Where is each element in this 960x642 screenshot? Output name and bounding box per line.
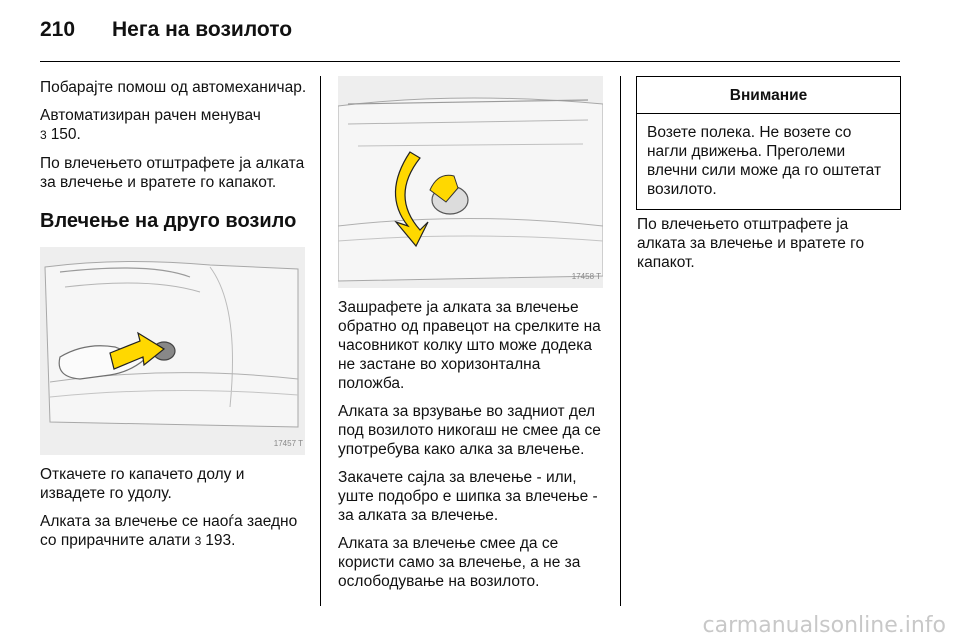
page-reference-icon: 3 xyxy=(40,128,47,142)
figure-remove-cover xyxy=(40,247,305,455)
paragraph-attach-rope: Закачете сајла за влечење - или, уште подобро е шипка за влечење - за алката за влечење. xyxy=(338,469,598,524)
figure-number: 17457 T xyxy=(273,439,303,448)
paragraph-screw-eye: Зашрафете ја алката за влечење обратно од правецот на срелките на часовникот колку што може додека не застане во хоризонтална положба. xyxy=(338,299,601,392)
column-2 xyxy=(338,76,610,600)
towing-eye-illustration xyxy=(338,76,603,288)
page-number: 210 xyxy=(40,18,76,41)
paragraph-help: Побарајте помош од автомеханичар. xyxy=(40,79,307,96)
warning-box xyxy=(636,76,901,210)
column-3 xyxy=(637,215,899,281)
page-reference-icon: 3 xyxy=(194,534,202,548)
figure-screw-eye xyxy=(338,76,603,288)
paragraph-eye-usage: Алката за влечење смее да се користи само за влечење, а не за ослободување на возилото. xyxy=(338,535,581,590)
warning-title: Внимание xyxy=(637,77,900,114)
column-divider-2 xyxy=(620,76,621,606)
page-header xyxy=(40,18,292,42)
column-divider-1 xyxy=(320,76,321,606)
paragraph-automatic-gearbox: Автоматизиран рачен менувач 3 150. xyxy=(40,107,261,143)
figure-number: 17458 T xyxy=(571,272,601,281)
paragraph-tools-location: Алката за влечење се наоѓа заедно со прирачните алати 3 193. xyxy=(40,513,298,549)
paragraph-remove-cover: Откачете го капачето долу и извадете го удолу. xyxy=(40,466,245,502)
paragraph-after-towing-2: По влечењето отштрафете ја алката за влечење и вратете го капакот. xyxy=(637,216,865,271)
header-rule xyxy=(40,61,900,62)
page-title: Нега на возилото xyxy=(112,18,293,41)
warning-body: Возете полека. Не возете со нагли движења. Преголеми влечни сили може да го оштетат возилото. xyxy=(647,124,882,198)
watermark: carmanualsonline.info xyxy=(702,613,946,638)
bumper-cover-illustration xyxy=(40,247,305,455)
paragraph-after-towing: По влечењето отштрафете ја алката за влечење и вратете го капакот. xyxy=(40,155,305,191)
column-1 xyxy=(40,78,310,560)
paragraph-lashing-eye: Алката за врзување во задниот дел под возилото никогаш не смее да се употребува како алка за влечење. xyxy=(338,403,601,458)
section-heading: Влечење на друго возило xyxy=(40,210,297,232)
